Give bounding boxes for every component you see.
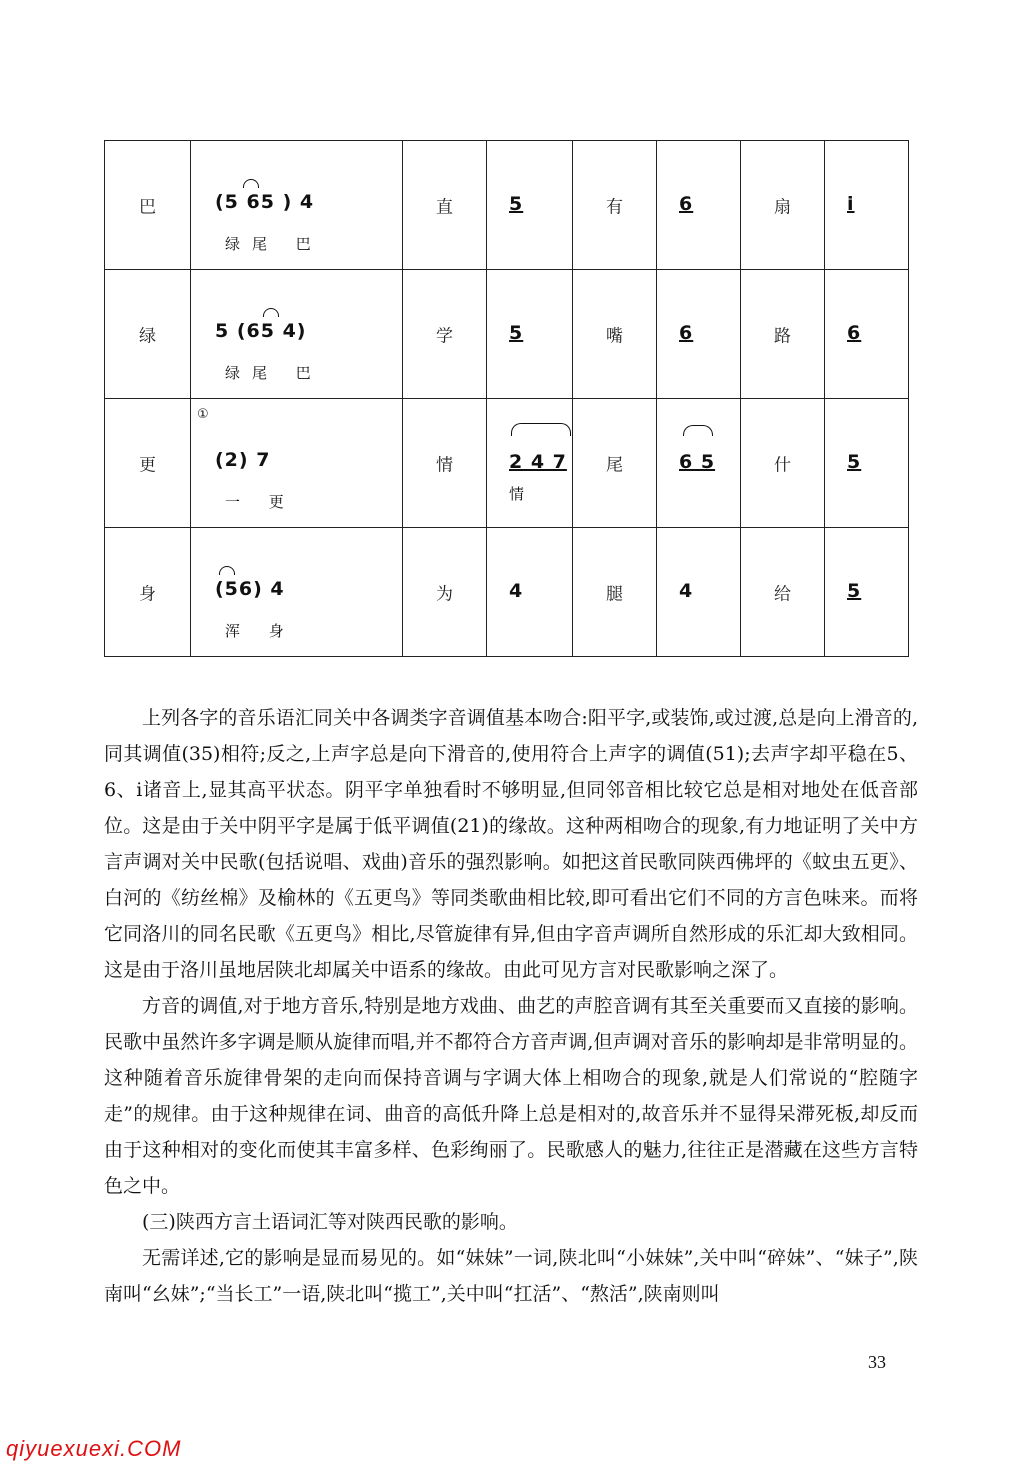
paragraph: 方音的调值,对于地方音乐,特别是地方戏曲、曲艺的声腔音调有其至关重要而又直接的影响。民歌中虽然许多字调是顺从旋律而唱,并不都符合方音声调,但声调对音乐的影响却是非常明显的。这种随着音乐旋律骨架的走向而保持音调与字调大体上相吻合的现象,就是人们常说的“腔随字走”的规律。由于这种规律在词、曲音的高低升降上总是相对的,故音乐并不显得呆滞死板,却反而由于这种相对的变化而使其丰富多样、色彩绚丽了。民歌感人的魅力,往往正是潜藏在这些方言特色之中。	[104, 995, 918, 1197]
lyric-char: 更	[139, 455, 156, 476]
table-row	[105, 141, 909, 270]
page-number: 33	[868, 1352, 886, 1372]
table-cell	[403, 141, 487, 270]
lyric-char: 有	[606, 197, 623, 218]
table-cell	[105, 528, 191, 657]
table-cell	[105, 270, 191, 399]
footnote-mark: ①	[197, 407, 209, 422]
table-cell	[191, 270, 403, 399]
table-cell	[825, 528, 909, 657]
notation: 4	[679, 580, 694, 602]
notation-lyric: 浑 身	[225, 622, 296, 640]
lyric-char: 腿	[606, 584, 623, 605]
table-cell	[657, 399, 741, 528]
notation: 5	[509, 193, 524, 215]
table-cell	[825, 141, 909, 270]
notation: (2) 7	[215, 449, 271, 471]
notation: 6	[847, 322, 862, 344]
notation-lyric: 情	[509, 485, 537, 503]
table-cell	[657, 270, 741, 399]
slur-mark	[263, 308, 279, 317]
table-cell	[741, 141, 825, 270]
notation: i	[847, 193, 855, 215]
lyric-char: 路	[774, 326, 791, 347]
table-cell	[573, 528, 657, 657]
lyric-char: 尾	[606, 455, 623, 476]
paragraph: 上列各字的音乐语汇同关中各调类字音调值基本吻合:阳平字,或装饰,或过渡,总是向上滑音的,同其调值(35)相符;反之,上声字总是向下滑音的,使用符合上声字的调值(51);去声字却平稳在5、6、i诸音上,显其高平状态。阴平字单独看时不够明显,但同邻音相比较它总是相对地处在低音部位。这是由于关中阴平字是属于低平调值(21)的缘故。这种两相吻合的现象,有力地证明了关中方言声调对关中民歌(包括说唱、戏曲)音乐的强烈影响。如把这首民歌同陕西佛坪的《蚊虫五更》、白河的《纺丝棉》及榆林的《五更鸟》等同类歌曲相比较,即可看出它们不同的方言色味来。而将它同洛川的同名民歌《五更鸟》相比,尽管旋律有异,但由字音声调所自然形成的乐汇却大致相同。这是由于洛川虽地居陕北却属关中语系的缘故。由此可见方言对民歌影响之深了。	[104, 707, 918, 981]
paragraph: 无需详述,它的影响是显而易见的。如“妹妹”一词,陕北叫“小妹妹”,关中叫“碎妹”、“妹子”,陕南叫“幺妹”;“当长工”一语,陕北叫“揽工”,关中叫“扛活”、“熬活”,陕南则叫	[104, 1247, 918, 1305]
lyric-char: 为	[436, 584, 453, 605]
table-cell	[741, 270, 825, 399]
table-cell	[487, 528, 573, 657]
slur-mark	[219, 566, 235, 575]
table-cell	[825, 270, 909, 399]
notation: (5 65 ) 4	[215, 191, 315, 213]
table-cell	[403, 528, 487, 657]
body-text	[104, 700, 918, 1312]
lyric-char: 什	[774, 455, 791, 476]
table-cell	[573, 270, 657, 399]
notation-lyric: 一 更	[225, 493, 296, 511]
table-cell	[403, 399, 487, 528]
lyric-char: 绿	[139, 326, 156, 347]
notation-lyric: 绿尾 巴	[225, 364, 323, 382]
lyric-char: 身	[139, 584, 156, 605]
table-row	[105, 270, 909, 399]
notation: 6	[679, 193, 694, 215]
notation-lyric: 绿尾 巴	[225, 235, 323, 253]
table-cell	[487, 141, 573, 270]
notation: 2 4 7	[509, 451, 567, 473]
notation: 6 5	[679, 451, 716, 473]
lyric-char: 学	[436, 326, 453, 347]
table-cell	[741, 528, 825, 657]
table-cell	[487, 270, 573, 399]
table-cell	[657, 141, 741, 270]
notation: 5	[509, 322, 524, 344]
watermark: qiyuexuexi.COM	[6, 1436, 182, 1461]
table-cell	[191, 528, 403, 657]
notation: 5	[847, 580, 862, 602]
slur-mark	[511, 423, 571, 436]
table-cell	[403, 270, 487, 399]
slur-mark	[683, 425, 713, 436]
notation: 6	[679, 322, 694, 344]
table-cell	[191, 399, 403, 528]
lyric-char: 情	[436, 455, 453, 476]
notation: 4	[509, 580, 524, 602]
section-heading: (三)陕西方言土语词汇等对陕西民歌的影响。	[142, 1211, 518, 1233]
notation: (56) 4	[215, 578, 285, 600]
table-row	[105, 399, 909, 528]
table-cell	[573, 399, 657, 528]
notation-table	[104, 140, 909, 657]
notation: 5	[847, 451, 862, 473]
notation: 5 (65 4)	[215, 320, 307, 342]
table-row	[105, 528, 909, 657]
lyric-char: 直	[436, 197, 453, 218]
lyric-char: 扇	[774, 197, 791, 218]
slur-mark	[243, 179, 259, 188]
table-cell	[741, 399, 825, 528]
table-cell	[487, 399, 573, 528]
table-cell	[825, 399, 909, 528]
table-cell	[573, 141, 657, 270]
lyric-char: 给	[774, 584, 791, 605]
table-cell	[191, 141, 403, 270]
table-cell	[105, 141, 191, 270]
lyric-char: 嘴	[606, 326, 623, 347]
lyric-char: 巴	[139, 197, 156, 218]
table-cell	[657, 528, 741, 657]
table-cell	[105, 399, 191, 528]
